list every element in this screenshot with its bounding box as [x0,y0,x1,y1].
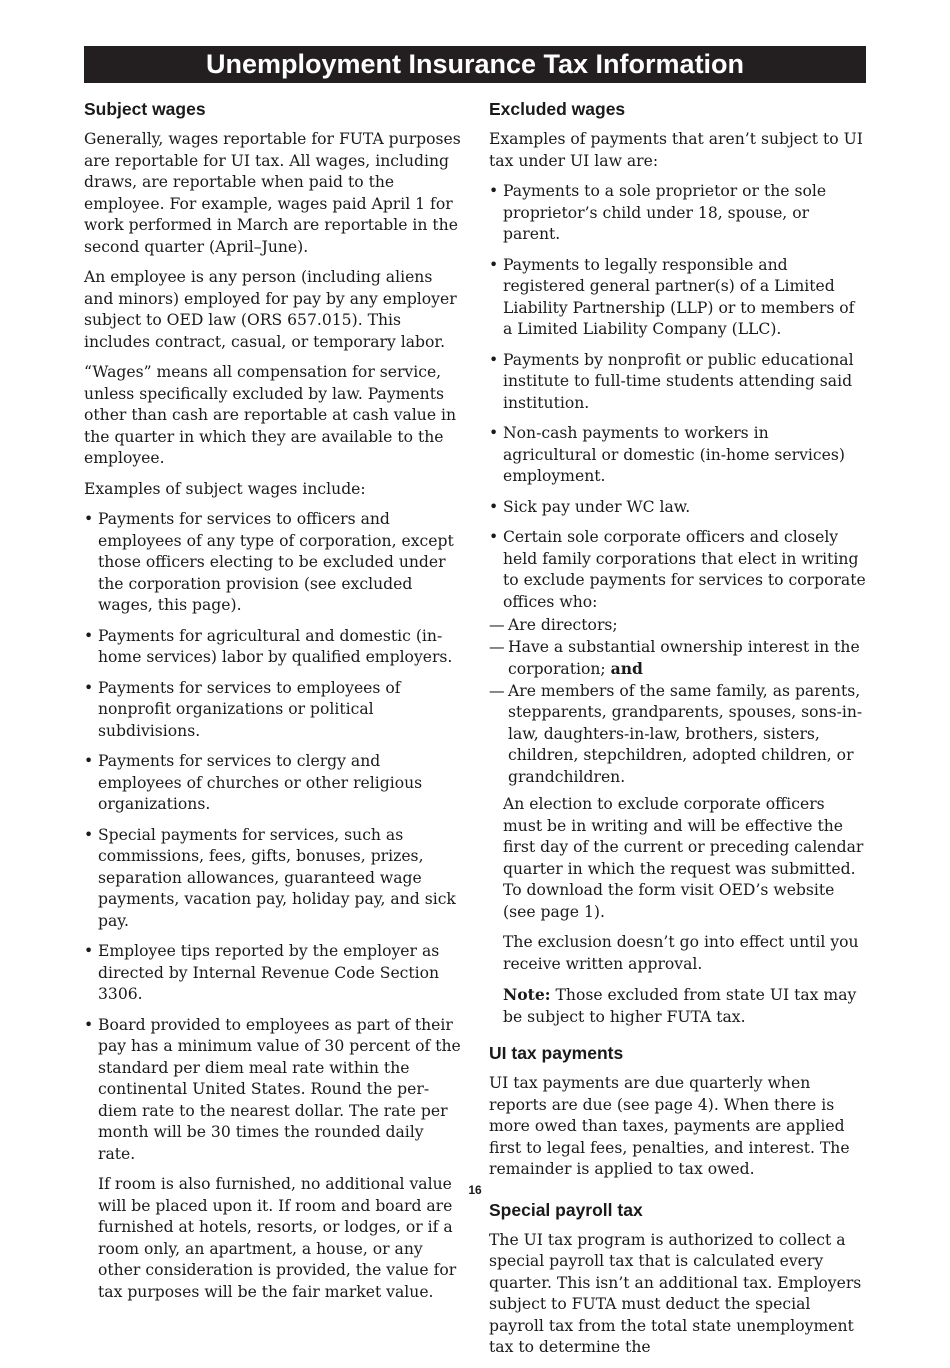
list-item [489,637,867,681]
excluded-wages-heading: Excluded wages [489,99,626,119]
ui-tax-payments-text: UI tax payments are due quarterly when reports are due (see page 4). When there is more owed than taxes, payments are applied first to legal fees, penalties, and interest. The remainder is applied to tax owed. [489,1074,850,1178]
left-column [84,98,462,1312]
subject-wages-list [84,509,462,1165]
list-item-text: Certain sole corporate officers and closely held family corporations that elect in writing to exclude payments for services to corporate offices who: [503,528,866,611]
officer-conditions-list [489,615,867,788]
list-item: • Payments for agricultural and domestic (in-home services) labor by qualified employers. [84,626,462,669]
list-item: • Sick pay under WC law. [489,497,867,519]
page-title: Unemployment Insurance Tax Information [84,46,866,83]
note-paragraph [489,984,867,1028]
list-item: — Are directors; [489,615,867,637]
list-item: • Employee tips reported by the employer as directed by Internal Revenue Code Section 3306. [84,941,462,1006]
excluded-wages-intro: Examples of payments that aren’t subject to UI tax under UI law are: [489,130,863,170]
page-number: 16 [468,1183,482,1197]
excluded-wages-list [489,181,867,613]
ui-tax-payments-heading: UI tax payments [489,1043,624,1063]
subject-wages-heading: Subject wages [84,99,206,119]
list-item: • Payments for services to employees of nonprofit organizations or political subdivisions. [84,678,462,743]
list-item: • Payments to legally responsible and registered general partner(s) of a Limited Liability Partnership (LLP) or to members of a Limited Liability Company (LLC). [489,255,867,341]
list-item-text: Have a substantial ownership interest in the corporation; [508,637,860,678]
list-item: • Payments for services to officers and employees of any type of corporation, except those officers electing to be excluded under the corporation provision (see excluded wages, this page). [84,509,462,617]
subject-wages-paragraph-3: “Wages” means all compensation for service, unless specifically excluded by law. Payments other than cash are reportable at cash value in the quarter in which they are available to the employee. [84,363,457,467]
list-item: • Board provided to employees as part of their pay has a minimum value of 30 percent of the standard per diem meal rate within the continental United States. Round the per-diem rate to the nearest dollar. The rate per month will be 30 times the rounded daily rate. [84,1015,462,1166]
list-item [489,527,867,613]
list-item: • Payments by nonprofit or public educational institute to full-time students attending said institution. [489,350,867,415]
subject-wages-paragraph-4: Examples of subject wages include: [84,479,366,498]
right-column [489,98,867,1368]
note-label: Note: [503,985,551,1004]
subject-wages-paragraph-2: An employee is any person (including aliens and minors) employed for pay by any employer subject to OED law (ORS 657.015). This includes contract, casual, or temporary labor. [84,268,457,351]
list-item: — Are members of the same family, as parents, stepparents, grandparents, spouses, sons-in-law, daughters-in-law, brothers, sisters, children, stepchildren, adopted children, or grandchildren. [489,681,867,789]
and-emphasis: and [610,659,643,678]
list-item: • Non-cash payments to workers in agricultural or domestic (in-home services) employment. [489,423,867,488]
list-item: • Payments for services to clergy and employees of churches or other religious organizations. [84,751,462,816]
board-note: If room is also furnished, no additional value will be placed upon it. If room and board are furnished at hotels, resorts, or lodges, or if a room only, an apartment, a house, or any other consideration is provided, the value for tax purposes will be the fair market value. [98,1175,457,1301]
election-paragraph: An election to exclude corporate officers must be in writing and will be effective the first day of the current or preceding calendar quarter in which the request was submitted. To download the form visit OED’s website (see page 1). [503,795,864,921]
special-payroll-tax-text: The UI tax program is authorized to collect a special payroll tax that is calculated every quarter. This isn’t an additional tax. Employers subject to FUTA must deduct the special payroll tax from the total state unemployment tax to determine the [489,1230,862,1356]
list-item: • Payments to a sole proprietor or the sole proprietor’s child under 18, spouse, or parent. [489,181,867,246]
note-text: Those excluded from state UI tax may be subject to higher FUTA tax. [503,986,857,1026]
list-item: • Special payments for services, such as commissions, fees, gifts, bonuses, prizes, separation allowances, guaranteed wage payments, vacation pay, holiday pay, and sick pay. [84,825,462,933]
special-payroll-tax-heading: Special payroll tax [489,1199,643,1220]
subject-wages-paragraph-1: Generally, wages reportable for FUTA purposes are reportable for UI tax. All wages, including draws, are reportable when paid to the employee. For example, wages paid April 1 for work performed in March are reportable in the second quarter (April–June). [84,130,461,256]
approval-paragraph: The exclusion doesn’t go into effect until you receive written approval. [503,933,859,973]
